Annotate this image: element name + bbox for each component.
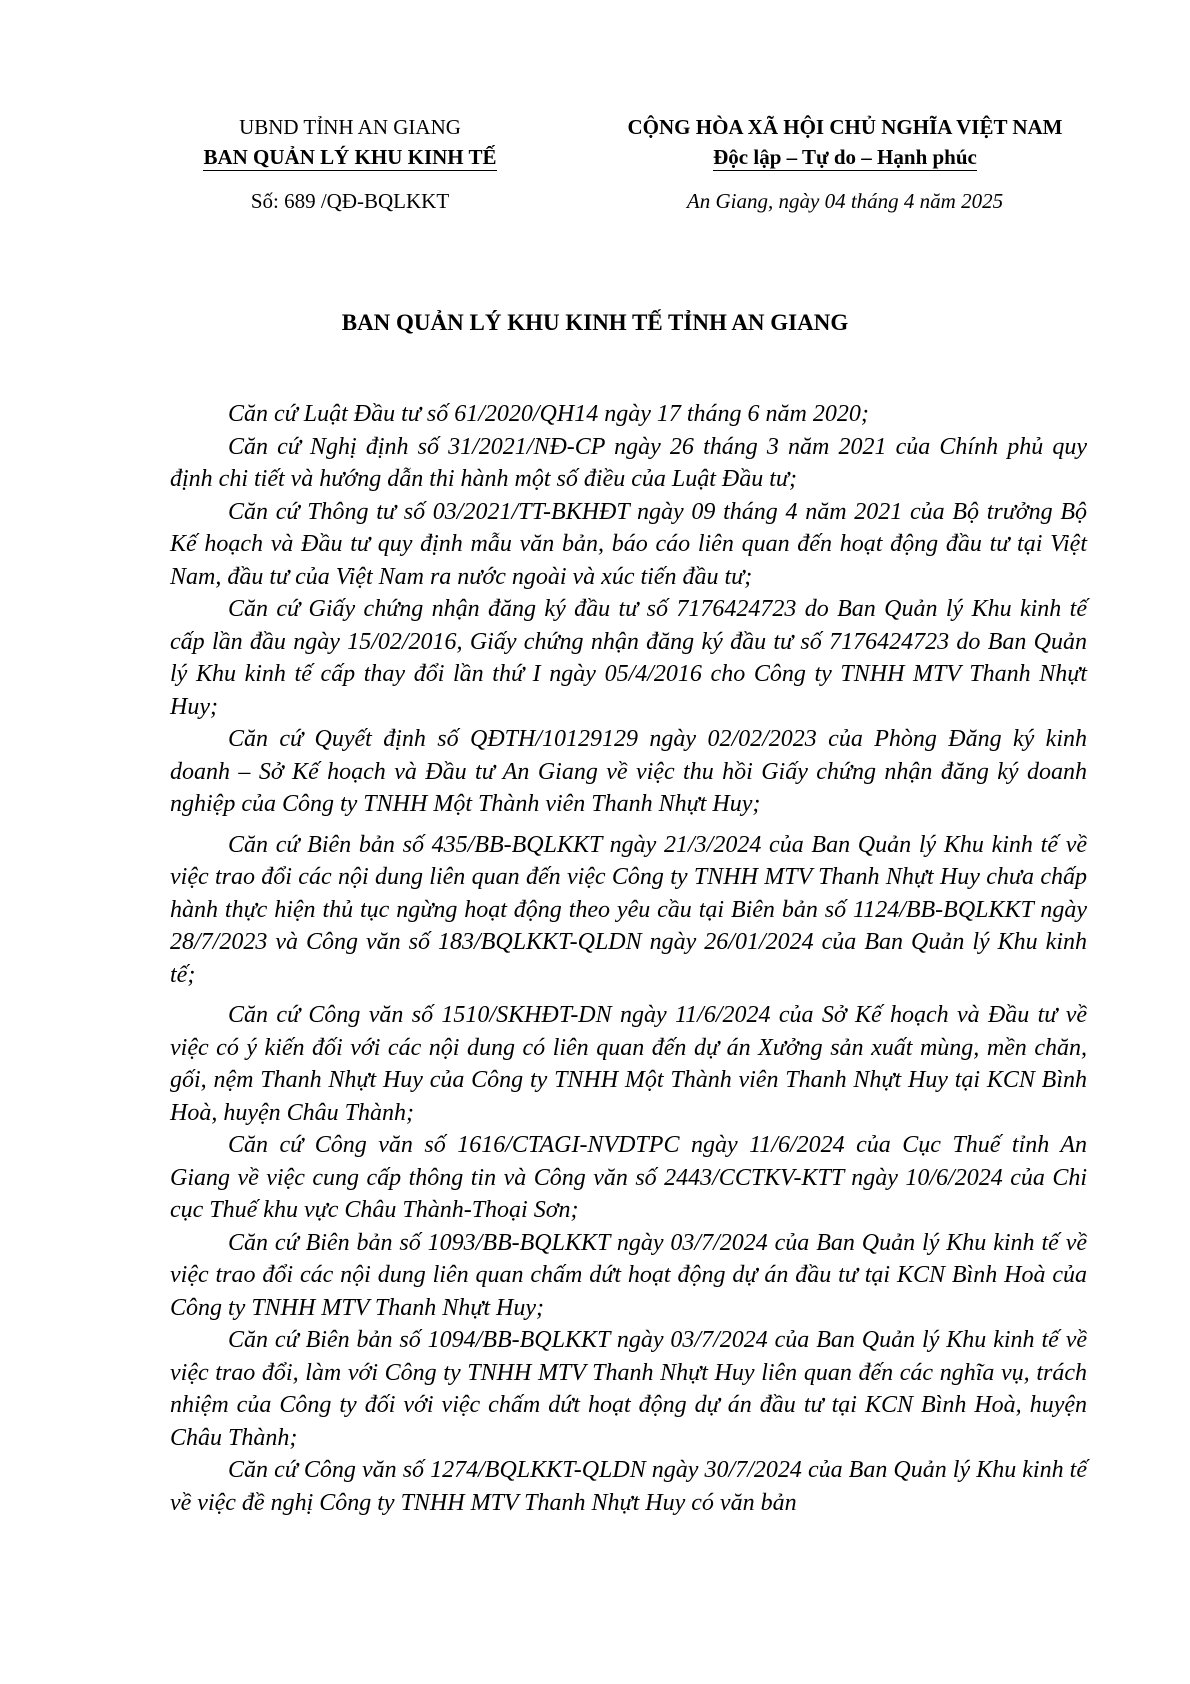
document-number: Số: 689 /QĐ-BQLKKT [250, 189, 450, 213]
legal-basis-paragraph: Căn cứ Thông tư số 03/2021/TT-BKHĐT ngày 09 tháng 4 năm 2021 của Bộ trưởng Bộ Kế hoạch và Đầu tư quy định mẫu văn bản, báo cáo liên quan đến hoạt động đầu tư tại Việt Nam, đầu tư của Việt Nam ra nước ngoài và xúc tiến đầu tư; [170, 498, 1087, 590]
issuer-name: BAN QUẢN LÝ KHU KINH TẾ [203, 145, 497, 169]
national-heading-block [575, 112, 1115, 216]
document-date: An Giang, ngày 04 tháng 4 năm 2025 [686, 189, 1004, 213]
legal-basis-paragraph: Căn cứ Nghị định số 31/2021/NĐ-CP ngày 26 tháng 3 năm 2021 của Chính phủ quy định chi tiết và hướng dẫn thi hành một số điều của Luật Đầu tư; [170, 433, 1087, 492]
legal-basis-paragraph: Căn cứ Công văn số 1616/CTAGI-NVDTPC ngày 11/6/2024 của Cục Thuế tỉnh An Giang về việc cung cấp thông tin và Công văn số 2443/CCTKV-KTT ngày 10/6/2024 của Chi cục Thuế khu vực Châu Thành-Thoại Sơn; [170, 1132, 1087, 1223]
legal-basis-paragraph: Căn cứ Công văn số 1274/BQLKKT-QLDN ngày 30/7/2024 của Ban Quản lý Khu kinh tế về việc đề nghị Công ty TNHH MTV Thanh Nhựt Huy có văn bản [170, 1457, 1087, 1516]
issuer-block [150, 112, 550, 216]
national-motto: Độc lập – Tự do – Hạnh phúc [713, 145, 977, 169]
national-name: CỘNG HÒA XÃ HỘI CHỦ NGHĨA VIỆT NAM [627, 115, 1063, 139]
legal-basis-paragraph: Căn cứ Biên bản số 435/BB-BQLKKT ngày 21/3/2024 của Ban Quản lý Khu kinh tế về việc trao đổi các nội dung liên quan đến việc Công ty TNHH MTV Thanh Nhựt Huy chưa chấp hành thực hiện thủ tục ngừng hoạt động theo yêu cầu tại Biên bản số 1124/BB-BQLKKT ngày 28/7/2023 và Công văn số 183/BQLKKT-QLDN ngày 26/01/2024 của Ban Quản lý Khu kinh tế; [170, 831, 1087, 988]
document-title: BAN QUẢN LÝ KHU KINH TẾ TỈNH AN GIANG [341, 310, 849, 335]
document-body [170, 398, 1087, 1519]
legal-basis-paragraph: Căn cứ Quyết định số QĐTH/10129129 ngày 02/02/2023 của Phòng Đăng ký kinh doanh – Sở Kế hoạch và Đầu tư An Giang về việc thu hồi Giấy chứng nhận đăng ký doanh nghiệp của Công ty TNHH Một Thành viên Thanh Nhựt Huy; [170, 726, 1087, 817]
legal-basis-paragraph: Căn cứ Biên bản số 1093/BB-BQLKKT ngày 03/7/2024 của Ban Quản lý Khu kinh tế về việc trao đổi các nội dung liên quan chấm dứt hoạt động dự án đầu tư tại KCN Bình Hoà của Công ty TNHH MTV Thanh Nhựt Huy; [170, 1229, 1087, 1321]
legal-basis-paragraph: Căn cứ Luật Đầu tư số 61/2020/QH14 ngày 17 tháng 6 năm 2020; [228, 401, 869, 427]
legal-basis-paragraph: Căn cứ Biên bản số 1094/BB-BQLKKT ngày 03/7/2024 của Ban Quản lý Khu kinh tế về việc trao đổi, làm với Công ty TNHH MTV Thanh Nhựt Huy liên quan đến các nghĩa vụ, trách nhiệm của Công ty đối với việc chấm dứt hoạt động dự án đầu tư tại KCN Bình Hoà, huyện Châu Thành; [170, 1327, 1087, 1451]
legal-basis-paragraph: Căn cứ Giấy chứng nhận đăng ký đầu tư số 7176424723 do Ban Quản lý Khu kinh tế cấp lần đầu ngày 15/02/2016, Giấy chứng nhận đăng ký đầu tư số 7176424723 do Ban Quản lý Khu kinh tế cấp thay đổi lần thứ I ngày 05/4/2016 cho Công ty TNHH MTV Thanh Nhựt Huy; [170, 596, 1087, 720]
legal-basis-paragraph: Căn cứ Công văn số 1510/SKHĐT-DN ngày 11/6/2024 của Sở Kế hoạch và Đầu tư về việc có ý kiến đối với các nội dung có liên quan đến dự án Xưởng sản xuất mùng, mền chăn, gối, nệm Thanh Nhựt Huy của Công ty TNHH Một Thành viên Thanh Nhựt Huy tại KCN Bình Hoà, huyện Châu Thành; [170, 1002, 1087, 1126]
issuer-parent: UBND TỈNH AN GIANG [239, 115, 461, 139]
